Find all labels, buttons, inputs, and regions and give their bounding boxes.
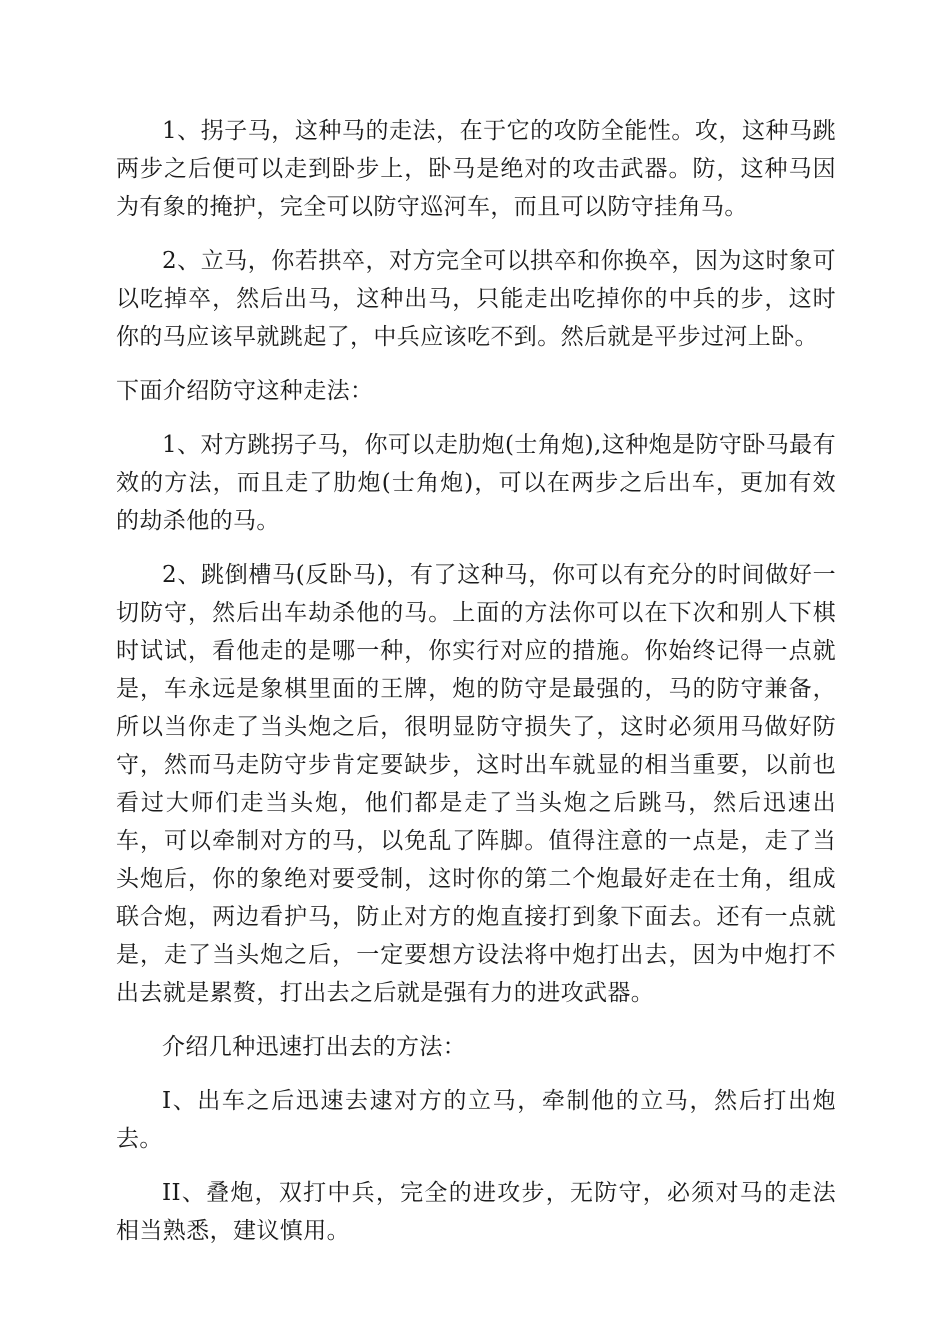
paragraph-dao-cao-ma: 2、跳倒槽马(反卧马)，有了这种马，你可以有充分的时间做好一切防守，然后出车劫杀他的马。上面的方法你可以在下次和别人下棋时试试，看他走的是哪一种，你实行对应的措施。你始终记得一点就是，车永远是象棋里面的王牌，炮的防守是最强的，马的防守兼备，所以当你走了当头炮之后，很明显防守损失了，这时必须用马做好防守，然而马走防守步肯定要缺步，这时出车就显的相当重要，以前也看过大师们走当头炮，他们都是走了当头炮之后跳马，然后迅速出车，可以牵制对方的马，以免乱了阵脚。值得注意的一点是，走了当头炮后，你的象绝对要受制，这时你的第二个炮最好走在士角，组成联合炮，两边看护马，防止对方的炮直接打到象下面去。还有一点就是，走了当头炮之后，一定要想方设法将中炮打出去，因为中炮打不出去就是累赘，打出去之后就是强有力的进攻武器。 xyxy=(116,562,836,1006)
paragraph-method-1: I、出车之后迅速去逮对方的立马，牵制他的立马，然后打出炮去。 xyxy=(116,1088,836,1152)
paragraph-method-2: II、叠炮，双打中兵，完全的进攻步，无防守，必须对马的走法相当熟悉，建议慎用。 xyxy=(116,1180,836,1244)
paragraph-li-ma: 2、立马，你若拱卒，对方完全可以拱卒和你换卒，因为这时象可以吃掉卒，然后出马，这种出马，只能走出吃掉你的中兵的步，这时你的马应该早就跳起了，中兵应该吃不到。然后就是平步过河上卧。 xyxy=(116,248,836,350)
section-heading-methods: 介绍几种迅速打出去的方法： xyxy=(162,1034,467,1060)
document-body xyxy=(116,112,836,1266)
section-heading-defense: 下面介绍防守这种走法： xyxy=(116,378,374,404)
paragraph-guaizi-ma: 1、拐子马，这种马的走法，在于它的攻防全能性。攻，这种马跳两步之后便可以走到卧步上，卧马是绝对的攻击武器。防，这种马因为有象的掩护，完全可以防守巡河车，而且可以防守挂角马。 xyxy=(116,118,836,220)
paragraph-lei-pao: 1、对方跳拐子马，你可以走肋炮(士角炮),这种炮是防守卧马最有效的方法，而且走了肋炮(士角炮)，可以在两步之后出车，更加有效的劫杀他的马。 xyxy=(116,432,836,534)
